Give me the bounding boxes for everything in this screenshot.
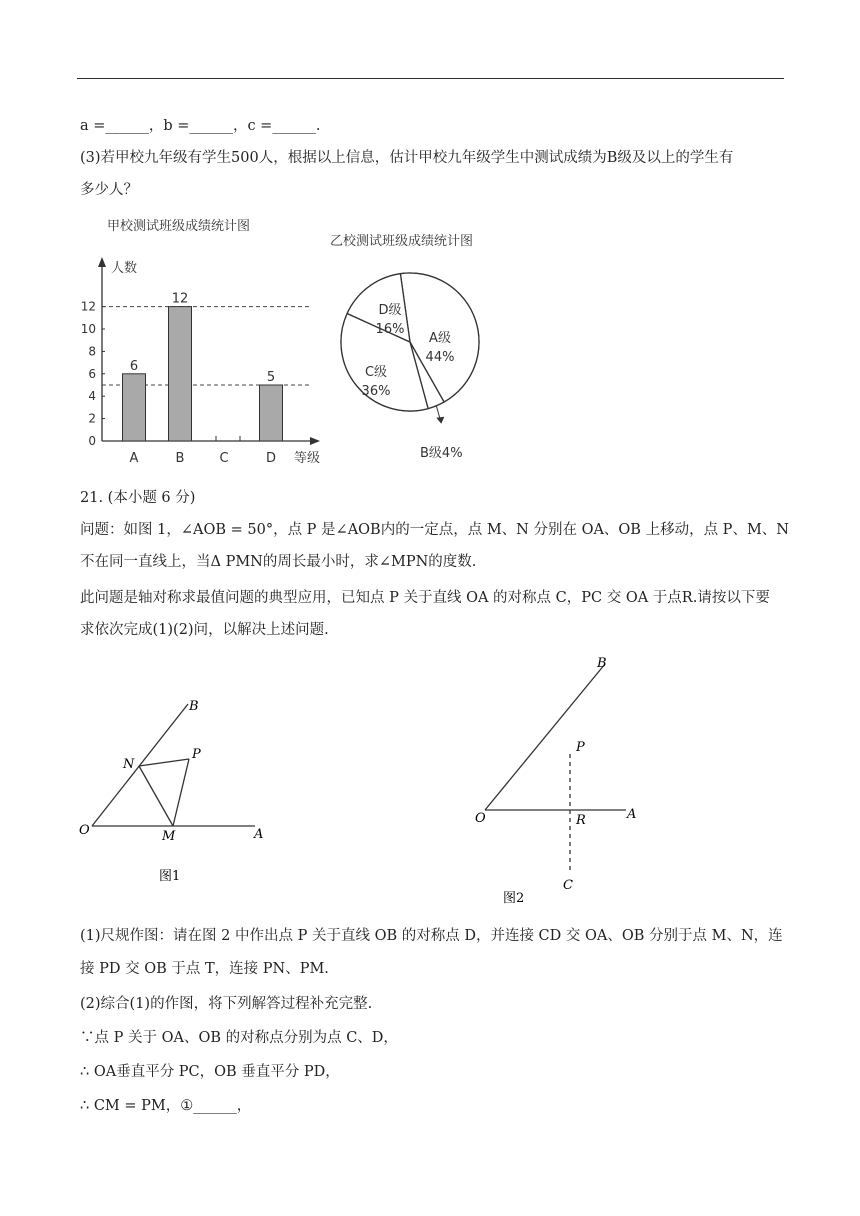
- pie-chart: [330, 225, 530, 470]
- bar-y-axis-label: 人数: [111, 261, 138, 276]
- fig1-label-P: P: [192, 747, 201, 762]
- bar-x-axis-label: 等级: [294, 451, 321, 466]
- fig2-label-A: A: [627, 807, 637, 822]
- fig2-label-O: O: [475, 811, 486, 826]
- pie-chart-title: 乙校测试班级成绩统计图: [330, 234, 474, 249]
- proof-line-3: ∴ CM = PM，①______，: [80, 1098, 252, 1114]
- pie-label-pct-C级: 36%: [361, 384, 391, 399]
- fig2-label-R: R: [576, 813, 586, 828]
- fig2-caption: 图2: [503, 891, 525, 906]
- question-3-text-cont: 多少人？: [80, 182, 138, 198]
- proof-line-2: ∴ OA垂直平分 PC，OB 垂直平分 PD，: [80, 1064, 340, 1080]
- bar-y-tick-label: 12: [80, 299, 96, 314]
- fig2-label-B: B: [597, 656, 607, 671]
- bar-y-tick-label: 10: [80, 322, 96, 336]
- bar-category-label-A: A: [129, 451, 139, 466]
- question-3-text: (3)若甲校九年级有学生500人，根据以上信息，估计甲校九年级学生中测试成绩为B级及以上的学生有: [80, 150, 734, 166]
- fig1-label-B: B: [189, 699, 199, 714]
- pie-label-B: B级4%: [420, 446, 463, 461]
- problem-21-context-cont: 求依次完成(1)(2)问，以解决上述问题.: [80, 622, 329, 638]
- bar-D: [260, 385, 283, 441]
- pie-label-name-A级: A级: [429, 331, 451, 346]
- problem-21-header: 21. (本小题 6 分): [80, 490, 196, 506]
- figure-1: [70, 690, 290, 890]
- fig1-label-O: O: [79, 823, 90, 838]
- bar-y-axis-arrow: [98, 257, 106, 267]
- problem-21-statement: 问题：如图 1，∠AOB = 50°，点 P 是∠AOB内的一定点，点 M、N 分别在 OA、OB 上移动，点 P、M、N: [80, 522, 789, 538]
- pie-label-name-D级: D级: [378, 303, 402, 318]
- pie-label-pct-D级: 16%: [375, 322, 405, 337]
- bar-y-tick-label: 0: [88, 434, 96, 448]
- bar-y-tick-label: 8: [88, 344, 96, 359]
- bar-B-value-label: 12: [171, 291, 189, 307]
- bar-chart: [72, 210, 342, 470]
- bar-category-label-C: C: [219, 451, 229, 466]
- fig1-label-A: A: [254, 827, 264, 842]
- bar-y-tick-label: 6: [88, 366, 96, 381]
- bar-category-label-B: B: [175, 451, 185, 466]
- bar-A: [123, 374, 146, 441]
- figure-2: [470, 650, 650, 910]
- bar-chart-title: 甲校测试班级成绩统计图: [107, 219, 251, 234]
- bar-A-value-label: 6: [129, 358, 139, 374]
- part-2-text: (2)综合(1)的作图，将下列解答过程补充完整.: [80, 996, 373, 1012]
- part-1-text-cont: 接 PD 交 OB 于点 T，连接 PN、PM.: [80, 961, 329, 977]
- problem-21-context: 此问题是轴对称求最值问题的典型应用，已知点 P 关于直线 OA 的对称点 C，PC 交 OA 于点R.请按以下要: [80, 590, 770, 606]
- part-1-text: (1)尺规作图：请在图 2 中作出点 P 关于直线 OB 的对称点 D，并连接 CD 交 OA、OB 分别于点 M、N，连: [80, 928, 783, 944]
- fig1-label-N: N: [123, 757, 135, 772]
- fig1-label-M: M: [162, 829, 176, 844]
- bar-B: [169, 307, 192, 441]
- bar-y-tick-label: 2: [88, 411, 96, 426]
- bar-D-value-label: 5: [266, 370, 276, 385]
- pie-label-name-C级: C级: [364, 365, 388, 380]
- answer-blanks-line: a =______，b =______，c =______.: [80, 118, 321, 134]
- proof-line-1: ∵点 P 关于 OA、OB 的对称点分别为点 C、D，: [80, 1030, 398, 1046]
- fig2-label-P: P: [576, 740, 585, 755]
- pie-callout-arrow: [436, 417, 444, 424]
- problem-21-statement-cont: 不在同一直线上，当Δ PMN的周长最小时，求∠MPN的度数.: [80, 554, 477, 570]
- pie-label-pct-A级: 44%: [425, 350, 455, 365]
- bar-x-axis-arrow: [310, 437, 320, 445]
- bar-y-tick-label: 4: [88, 389, 96, 404]
- fig2-label-C: C: [563, 878, 573, 893]
- bar-category-label-D: D: [265, 451, 277, 466]
- fig1-caption: 图1: [159, 869, 181, 884]
- header-rule: [77, 78, 784, 79]
